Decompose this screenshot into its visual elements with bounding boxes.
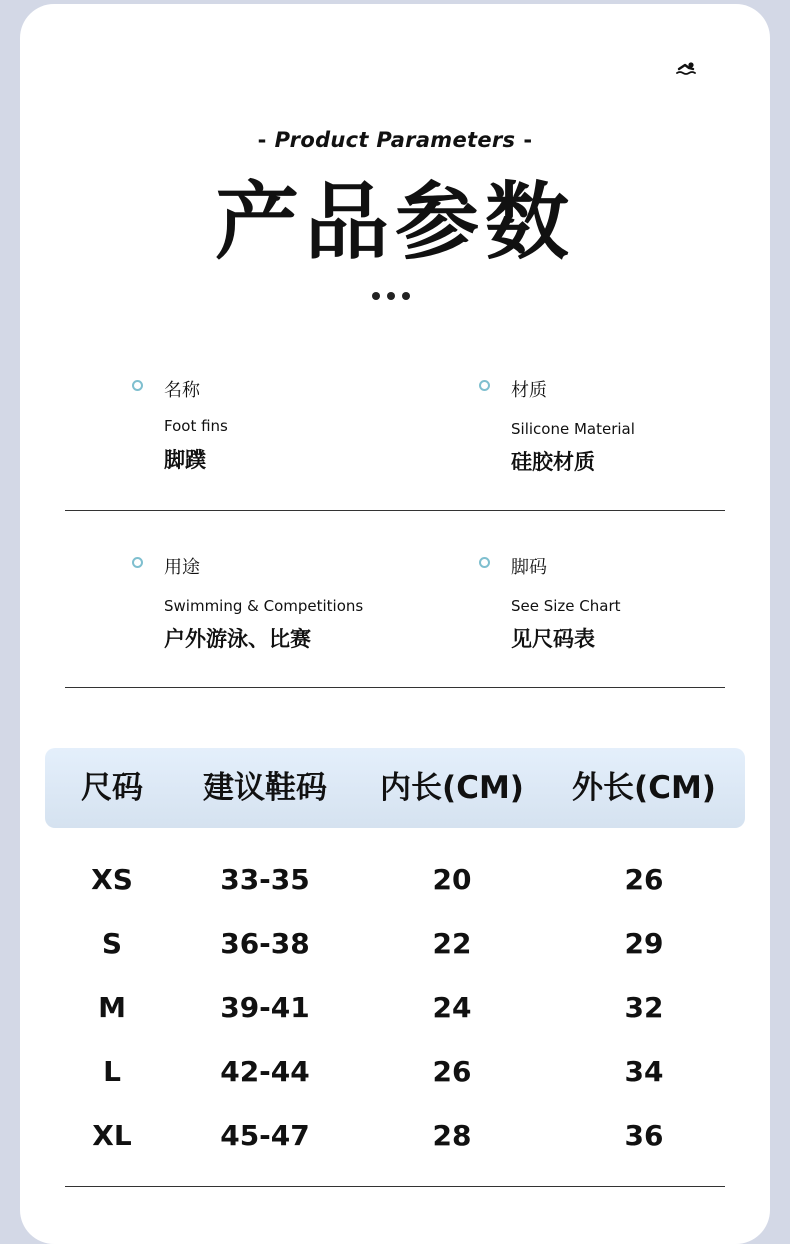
cell-shoe-size: 36-38: [220, 927, 310, 960]
param-label: 用途: [164, 557, 200, 578]
cell-size: M: [98, 991, 126, 1024]
cell-inner-length: 20: [432, 863, 472, 896]
divider: [65, 687, 725, 688]
param-cn: 硅胶材质: [511, 450, 595, 474]
param-en: See Size Chart: [511, 597, 621, 615]
bullet-icon: [479, 380, 490, 391]
table-row: [0, 988, 790, 1028]
param-en: Foot fins: [164, 417, 228, 435]
cell-shoe-size: 42-44: [220, 1055, 310, 1088]
size-table-header: [45, 748, 745, 828]
bullet-icon: [132, 380, 143, 391]
header-outer-length: 外长(CM): [572, 770, 716, 806]
cell-inner-length: 28: [432, 1119, 472, 1152]
cell-inner-length: 26: [432, 1055, 472, 1088]
cell-outer-length: 29: [624, 927, 664, 960]
param-label: 材质: [511, 380, 547, 401]
header-inner-length: 内长(CM): [380, 770, 524, 806]
table-row: [0, 924, 790, 964]
bullet-icon: [479, 557, 490, 568]
cell-inner-length: 22: [432, 927, 472, 960]
swimmer-icon: [676, 60, 698, 76]
table-row: [0, 1116, 790, 1156]
cell-size: XS: [91, 863, 133, 896]
cell-inner-length: 24: [432, 991, 472, 1024]
table-row: [0, 1052, 790, 1092]
header-shoe-size: 建议鞋码: [203, 770, 327, 806]
cell-outer-length: 26: [624, 863, 664, 896]
param-cn: 见尺码表: [511, 627, 595, 651]
page-title: 产品参数: [214, 173, 575, 271]
param-cn: 脚蹼: [164, 448, 206, 472]
cell-size: XL: [92, 1119, 132, 1152]
table-row: [0, 860, 790, 900]
param-label: 脚码: [511, 557, 547, 578]
param-en: Swimming & Competitions: [164, 597, 364, 615]
decorative-dots: [372, 292, 410, 300]
cell-shoe-size: 33-35: [220, 863, 310, 896]
cell-shoe-size: 45-47: [220, 1119, 310, 1152]
cell-shoe-size: 39-41: [220, 991, 310, 1024]
cell-size: L: [103, 1055, 121, 1088]
param-label: 名称: [164, 380, 200, 401]
param-cn: 户外游泳、比赛: [164, 627, 311, 651]
cell-outer-length: 32: [624, 991, 664, 1024]
param-en: Silicone Material: [511, 420, 635, 438]
cell-outer-length: 36: [624, 1119, 664, 1152]
header-size: 尺码: [81, 770, 143, 806]
bullet-icon: [132, 557, 143, 568]
subtitle-text: Product Parameters: [274, 128, 516, 152]
divider: [65, 1186, 725, 1187]
cell-size: S: [101, 927, 123, 960]
divider: [65, 510, 725, 511]
section-subtitle: - Product Parameters -: [257, 128, 533, 152]
cell-outer-length: 34: [624, 1055, 664, 1088]
